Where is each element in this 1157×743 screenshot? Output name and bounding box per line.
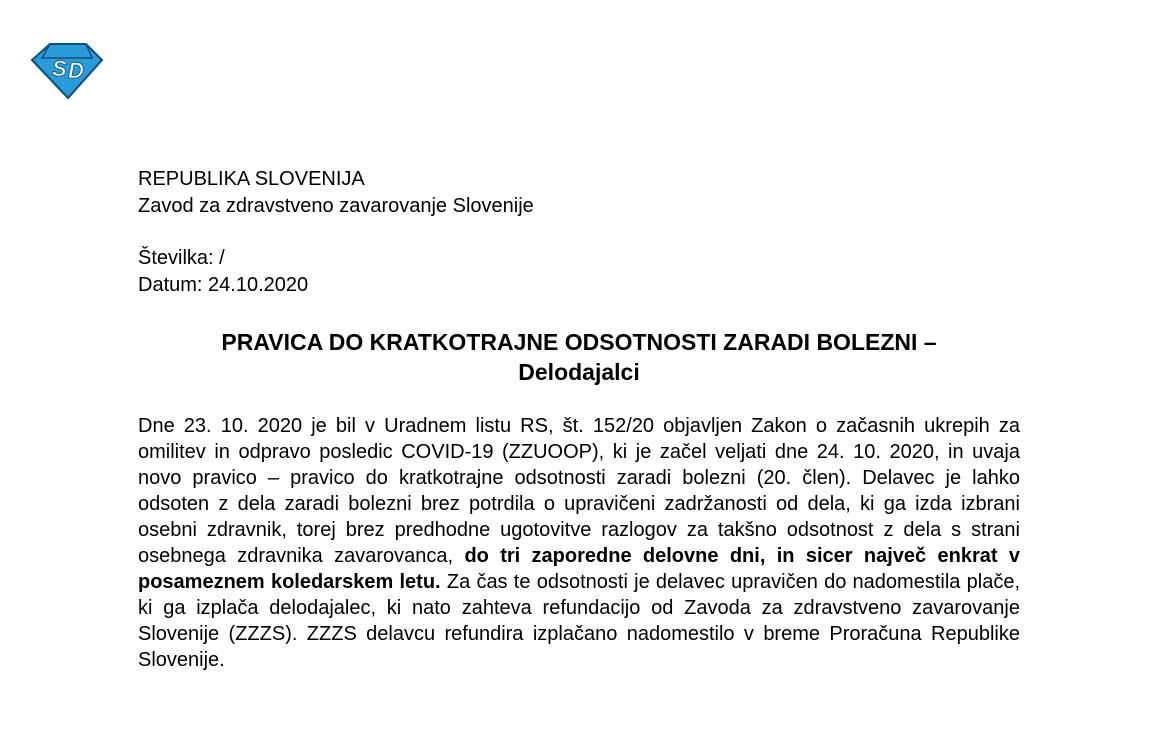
zzzs-logo [30, 38, 104, 100]
number-value: / [219, 247, 225, 269]
title-line-1: PRAVICA DO KRATKOTRAJNE ODSOTNOSTI ZARADI BOLEZNI – [221, 329, 937, 355]
title-line-2: Delodajalci [518, 359, 640, 385]
document-number [138, 245, 308, 272]
org-country: REPUBLIKA SLOVENIJA [138, 168, 365, 190]
date-value: 24.10.2020 [208, 274, 309, 296]
document-title [138, 327, 1020, 387]
body-text-bold: do tri zaporedne delovne dni, in sicer največ enkrat v posameznem koledarskem letu. [138, 545, 1020, 593]
date-label: Datum: [138, 274, 203, 296]
document-meta [138, 245, 308, 299]
document-date [138, 272, 308, 299]
svg-text:S: S [52, 56, 67, 81]
body-text-part2: Za čas te odsotnosti je delavec upravičen do nadomestila plače, ki ga izplača delodajalec, ki nato zahteva refundacijo od Zavoda za zdravstveno zavarovanje Slovenije (ZZZS). ZZZS delavcu refundira izplačano nadomestilo v breme Proračuna Republike Slovenije. [138, 571, 1021, 671]
body-text-part1: Dne 23. 10. 2020 je bil v Uradnem listu RS, št. 152/20 objavljen Zakon o začasnih ukrepih za omilitev in odpravo posledic COVID-19 (ZZUOOP), ki je začel veljati dne 24. 10. 2020, in uvaja novo pravico – pravico do kratkotrajne odsotnosti zaradi bolezni (20. člen). Delavec je lahko odsoten z dela zaradi bolezni brez potrdila o upravičeni zadržanosti od dela, ki ga izda izbrani osebni zdravnik, torej brez predhodne ugotovitve razlogov za takšno odsotnost z dela s strani osebnega zdravnika zavarovanca, [138, 415, 1020, 567]
number-label: Številka: [138, 247, 214, 269]
organization-block [138, 166, 534, 220]
org-institution: Zavod za zdravstveno zavarovanje Slovenije [138, 195, 534, 217]
body-paragraph [138, 413, 1020, 673]
svg-text:D: D [68, 58, 84, 83]
